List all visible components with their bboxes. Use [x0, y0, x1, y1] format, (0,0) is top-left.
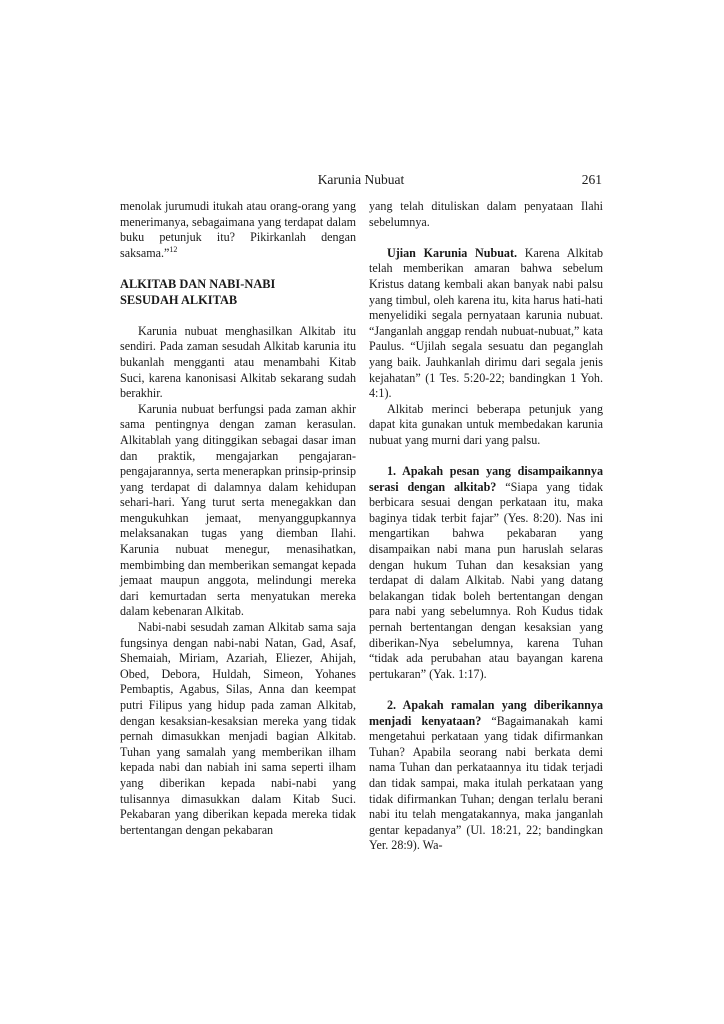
running-head [120, 172, 602, 190]
paragraph-bible-guidelines: Alkitab merinci beberapa petunjuk yang dapat kita gunakan untuk membedakan karunia nubuat yang murni dari yang palsu. [369, 401, 603, 447]
paragraph-prophecy-produces-bible: Karunia nubuat menghasilkan Alkitab itu sendiri. Pada zaman sesudah Alkitab karunia itu bukanlah mengganti atau menambahi Kitab Suci, karena kanonisasi Alkitab sekarang sudah berakhir. [120, 323, 356, 401]
paragraph-test-2 [369, 698, 603, 854]
run-in-heading-test-1: 1. Apakah pesan yang disampaikannya serasi dengan alkitab? [369, 464, 603, 494]
paragraph-tests-of-prophecy [369, 246, 603, 402]
paragraph-tests-body: Karena Alkitab telah memberikan amaran bahwa sebelum Kristus datang kembali akan banyak nabi palsu yang timbul, oleh karena itu, kita harus hati-hati menyelidiki segala pernyataan karunia nubuat. “Janganlah anggap rendah nubuat-nubuat,” kata Paulus. “Ujilah segala sesuatu dan peganglah yang baik. Jauhkanlah dirimu dari segala jenis kejahatan” (1 Tes. 5:20-22; bandingkan 1 Yoh. 4:1). [369, 245, 603, 401]
run-in-heading-test-2: 2. Apakah ramalan yang diberikannya menjadi kenyataan? [369, 698, 603, 728]
paragraph-post-biblical-prophets: Nabi-nabi sesudah zaman Alkitab sama saja fungsinya dengan nabi-nabi Natan, Gad, Asaf, Shemaiah, Miriam, Azariah, Eliezer, Ahijah, Obed, Debora, Huldah, Simeon, Yohanes Pembaptis, Agabus, Silas, Anna dan keempat putri Filipus yang hidup pada zaman Alkitab, dengan kesaksian-kesaksian mereka yang tidak pernah dimasukkan menjadi bagian Alkitab. Tuhan yang samalah yang memberikan ilham kepada nabi dan nabiah ini sama seperti ilham yang diberikan kepada nabi-nabi yang tulisannya dimasukkan dalam Kitab Suci. Pekabaran yang diberikan kepada mereka tidak bertentangan dengan pekabaran [120, 620, 356, 837]
section-heading-line-2: SESUDAH ALKITAB [120, 292, 238, 307]
paragraph-test-2-body: “Bagaimanakah kami mengetahui perkataan yang tidak difirmankan Tuhan? Apabila seorang nabi berkata demi nama Tuhan dan perkataannya itu tidak terjadi dan tidak sampai, maka itulah perkataan yang tidak difirmankan Tuhan; dengan terlalu berani nabi itu telah mengatakannya, maka janganlah gentar kepadanya” (Ul. 18:21, 22; bandingkan Yer. 28:9). Wa- [369, 713, 603, 853]
paragraph-prophecy-function: Karunia nubuat berfungsi pada zaman akhir sama pentingnya dengan zaman kerasulan. Alkitablah yang ditinggikan sebagai dasar iman dan praktik, mengajarkan pengajaran-pengajarannya, serta menerapkan prinsip-prinsip yang terdapat di dalamnya dalam kehidupan sehari-hari. Yang turut serta menegakkan dan mengukuhkan jemaat, menyanggupkannya melaksanakan tugas yang diemban Ilahi. Karunia nubuat menegur, menasihatkan, membimbing dan memberikan semangat kepada jemaat maupun anggota, melindungi mereka dari kemurtadan serta menyatukan mereka dalam kebenaran Alkitab. [120, 401, 356, 619]
paragraph-test-1-body: “Siapa yang tidak berbicara sesuai dengan perkataan itu, maka baginya tidak terbit fajar” (Yes. 8:20). Nas ini mengartikan bahwa pekabaran yang disampaikan nabi mana pun haruslah selaras dengan hukum Tuhan dan kesaksian yang terdapat di dalam Alkitab. Nabi yang datang belakangan tidak boleh bertentangan dengan para nabi yang sebelumnya. Roh Kudus tidak pernah bertentangan dengan kesaksian yang diberikan-Nya sebelumnya, karena Tuhan “tidak ada perubahan atau bayangan karena pertukaran” (Yak. 1:17). [369, 479, 603, 681]
left-column [120, 199, 356, 838]
paragraph-continued-left [120, 199, 356, 261]
right-column [369, 199, 603, 854]
paragraph-continued-right: yang telah dituliskan dalam penyataan Ilahi sebelumnya. [369, 199, 603, 229]
run-in-heading-tests: Ujian Karunia Nubuat. [387, 245, 518, 260]
running-title: Karunia Nubuat [317, 172, 405, 187]
page-number: 261 [581, 172, 602, 187]
section-heading-line-1: ALKITAB DAN NABI-NABI [120, 276, 276, 291]
section-heading [120, 277, 356, 308]
footnote-reference: 12 [169, 244, 178, 254]
paragraph-continued-text: menolak jurumudi itukah atau orang-orang yang menerimanya, sebagaimana yang terdapat dalam buku petunjuk itu? Pikirkanlah dengan saksama.” [120, 199, 356, 260]
paragraph-test-1 [369, 464, 603, 682]
